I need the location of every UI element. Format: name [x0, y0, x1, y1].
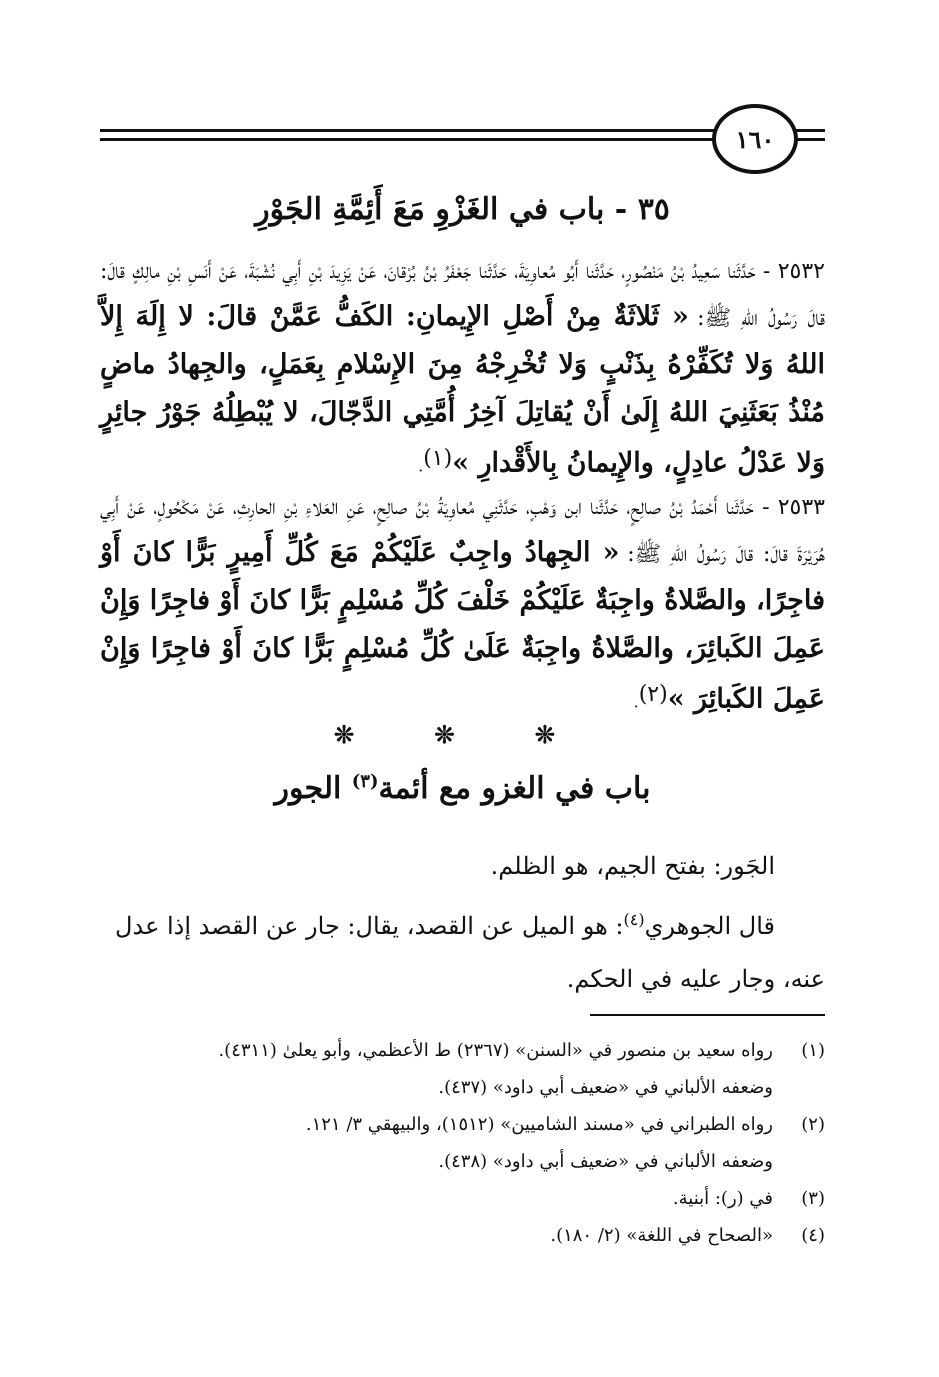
footnote [100, 1217, 825, 1254]
commentary-text: : هو الميل عن القصد، يقال: جار عن القصد إذا عدل عنه، وجار عليه في الحكم. [115, 912, 825, 993]
hadith-isnad: ٢٥٣٣ - حَدَّثَنا أَحْمَدُ بْنُ صالِحٍ، حَدَّثَنا ابن وَهْبٍ، حَدَّثَنِي مُعاوِيَةُ بْنُ صالِحٍ، عَنِ العَلاءِ بْنِ الحارِثِ، عَنْ مَكْحُولٍ، عَنْ أَبِي هُرَيْرَةَ قالَ: قالَ رَسُولُ اللهِ ﷺ: [100, 495, 825, 567]
footnote-divider [590, 1014, 825, 1016]
footnote-text: «الصحاح في اللغة» (٢/ ١٨٠). [550, 1225, 773, 1246]
footnote-number: (٤) [801, 1225, 825, 1246]
header-rule-right-top [795, 129, 825, 132]
footnote-ref: (٣) [351, 771, 379, 792]
footnote-text: وضعفه الألباني في «ضعيف أبي داود» (٤٣٨). [438, 1151, 773, 1172]
footnote [100, 1180, 825, 1217]
footnote-number: (٣) [801, 1188, 825, 1209]
footnotes [100, 1032, 825, 1254]
page-number-badge [712, 104, 798, 174]
commentary-text: قال الجوهري [644, 912, 775, 940]
footnote-text: في (ر): أبنية. [672, 1188, 773, 1209]
footnote-ref: (١) [423, 446, 453, 471]
footnote-number: (١) [801, 1040, 825, 1061]
header-rule-top [100, 129, 715, 132]
hadith-2533: ٢٥٣٣ - حَدَّثَنا أَحْمَدُ بْنُ صالِحٍ، حَدَّثَنا ابن وَهْبٍ، حَدَّثَنِي مُعاوِيَةُ بْنُ صالِحٍ، عَنِ العَلاءِ بْنِ الحارِثِ، عَنْ مَكْحُولٍ، عَنْ أَبِي هُرَيْرَةَ قالَ: قالَ رَسُولُ اللهِ ﷺ: « الجِهادُ واجِبٌ عَلَيْكُمْ مَعَ كُلِّ أَمِيرٍ بَرًّا كانَ أَوْ فاجِرًا، والصَّلاةُ واجِبَةٌ عَلَيْكُمْ خَلْفَ كُلِّ مُسْلِمٍ بَرًّا كانَ أَوْ فاجِرًا وَإِنْ عَمِلَ الكَبائِرَ، والصَّلاةُ واجِبَةٌ عَلَىٰ كُلِّ مُسْلِمٍ بَرًّا كانَ أَوْ فاجِرًا وَإِنْ عَمِلَ الكَبائِرَ »$^{(٢)}$. [100, 495, 825, 715]
hadith-matn: « ثَلاثَةٌ مِنْ أَصْلِ الإِيمانِ: الكَفُّ عَمَّنْ قالَ: لا إِلَهَ إِلاَّ اللهُ وَلا تُكَفِّرْهُ بِذَنْبٍ وَلا تُخْرِجْهُ مِنَ الإِسْلامِ بِعَمَلٍ، والجِهادُ ماضٍ مُنْذُ بَعَثَنِيَ اللهُ إِلَىٰ أَنْ يُقاتِلَ آخِرُ أُمَّتِي الدَّجّالَ، لا يُبْطِلُهُ جَوْرُ جائِرٍ وَلا عَدْلُ عادِلٍ، والإِيمانُ بِالأَقْدارِ » [100, 301, 825, 479]
footnote-number: (٢) [801, 1114, 825, 1135]
page-header [100, 100, 825, 192]
footnote-ref: (٢) [638, 682, 668, 707]
header-rule-right-bottom [795, 138, 825, 141]
commentary-title-text: باب في الغزو مع أئمة [378, 771, 651, 806]
commentary-paragraph: الجَور: بفتح الجيم، هو الظلم. [490, 852, 775, 880]
commentary-body [100, 840, 825, 1006]
footnote [100, 1032, 825, 1106]
commentary-title [100, 771, 825, 806]
commentary-title-text: الجور [274, 771, 352, 806]
footnote-text: رواه سعيد بن منصور في «السنن» (٢٣٦٧) ط الأعظمي، وأبو يعلىٰ (٤٣١١). [218, 1040, 773, 1061]
footnote-text: رواه الطبراني في «مسند الشاميين» (١٥١٢)، والبيهقي ٣/ ١٢١. [305, 1114, 773, 1135]
hadith-matn: « الجِهادُ واجِبٌ عَلَيْكُمْ مَعَ كُلِّ أَمِيرٍ بَرًّا كانَ أَوْ فاجِرًا، والصَّلاةُ واجِبَةٌ عَلَيْكُمْ خَلْفَ كُلِّ مُسْلِمٍ بَرًّا كانَ أَوْ فاجِرًا وَإِنْ عَمِلَ الكَبائِرَ، والصَّلاةُ واجِبَةٌ عَلَىٰ كُلِّ مُسْلِمٍ بَرًّا كانَ أَوْ فاجِرًا وَإِنْ عَمِلَ الكَبائِرَ » [100, 537, 825, 715]
footnote-text: وضعفه الألباني في «ضعيف أبي داود» (٤٣٧). [438, 1077, 773, 1098]
chapter-title: ٣٥ - باب في الغَزْوِ مَعَ أَئِمَّةِ الجَوْرِ [255, 192, 670, 227]
hadith-isnad: ٢٥٣٢ - حَدَّثَنا سَعِيدُ بْنُ مَنْصُورٍ، حَدَّثَنا أَبُو مُعاوِيَةَ، حَدَّثَنا جَعْفَرُ بْنُ بُرْقانَ، عَنْ يَزِيدَ بْنِ أَبِي نُشْبَةَ، عَنْ أَنَسِ بْنِ مالِكٍ قالَ: قالَ رَسُولُ اللهِ ﷺ: [100, 259, 826, 331]
commentary-paragraph [100, 893, 825, 1006]
section-separator: ❊ ❊ ❊ [333, 720, 592, 749]
footnote-ref: (٤) [623, 910, 645, 929]
hadith-2532: ٢٥٣٢ - حَدَّثَنا سَعِيدُ بْنُ مَنْصُورٍ، حَدَّثَنا أَبُو مُعاوِيَةَ، حَدَّثَنا جَعْفَرُ بْنُ بُرْقانَ، عَنْ يَزِيدَ بْنِ أَبِي نُشْبَةَ، عَنْ أَنَسِ بْنِ مالِكٍ قالَ: قالَ رَسُولُ اللهِ ﷺ: « ثَلاثَةٌ مِنْ أَصْلِ الإِيمانِ: الكَفُّ عَمَّنْ قالَ: لا إِلَهَ إِلاَّ اللهُ وَلا تُكَفِّرْهُ بِذَنْبٍ وَلا تُخْرِجْهُ مِنَ الإِسْلامِ بِعَمَلٍ، والجِهادُ ماضٍ مُنْذُ بَعَثَنِيَ اللهُ إِلَىٰ أَنْ يُقاتِلَ آخِرُ أُمَّتِي الدَّجّالَ، لا يُبْطِلُهُ جَوْرُ جائِرٍ وَلا عَدْلُ عادِلٍ، والإِيمانُ بِالأَقْدارِ »$^{(١)}$. [100, 259, 826, 479]
header-rule-bottom [100, 138, 715, 141]
page-number: ١٦٠ [735, 124, 775, 154]
footnote [100, 1106, 825, 1180]
